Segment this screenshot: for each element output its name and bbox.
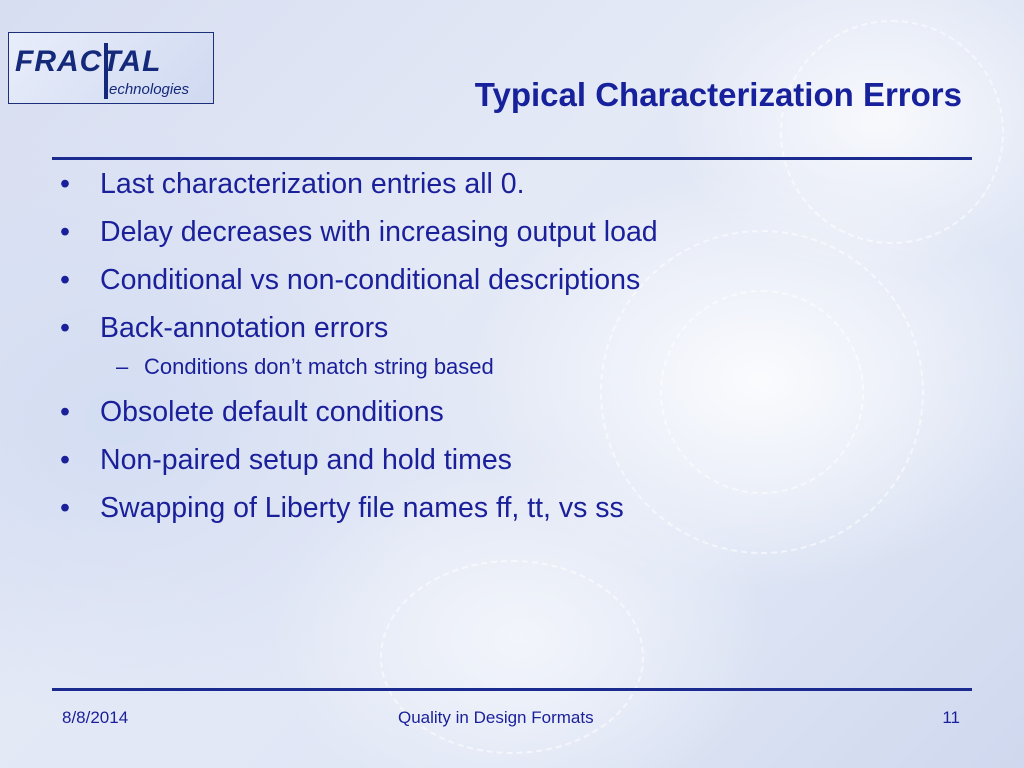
footer-date: 8/8/2014 [62,708,129,727]
bullet-text: Delay decreases with increasing output load [100,216,658,248]
bullet-item [56,168,956,200]
company-logo [8,32,214,104]
bullet-text: Last characterization entries all 0. [100,168,525,200]
bullet-mark: • [60,312,70,344]
bullet-item [56,264,956,296]
bullet-text: Back-annotation errors [100,312,389,344]
footer-divider [52,688,972,691]
bullet-text: Obsolete default conditions [100,396,444,428]
bullet-text: Swapping of Liberty file names ff, tt, vs ss [100,492,624,524]
bullet-item [56,216,956,248]
bullet-item [56,444,956,476]
bullet-list [56,168,956,540]
bullet-mark: • [60,396,70,428]
bullet-text: Non-paired setup and hold times [100,444,512,476]
logo-word: FRACTAL [15,45,162,78]
slide-title: Typical Characterization Errors [474,76,962,113]
page-number: 11 [942,708,960,727]
bullet-mark: • [60,216,70,248]
bullet-mark: • [60,444,70,476]
sub-bullet-text: Conditions don’t match string based [144,354,494,379]
sub-bullet-item [56,354,956,380]
bullet-mark: • [60,492,70,524]
bullet-mark: • [60,264,70,296]
title-divider [52,157,972,160]
logo-subtitle: echnologies [109,81,190,98]
sub-bullet-mark: – [116,354,129,379]
bullet-item [56,312,956,344]
bullet-item [56,492,956,524]
bullet-text: Conditional vs non-conditional descriptions [100,264,641,296]
bullet-item [56,396,956,428]
footer-title: Quality in Design Formats [398,708,594,727]
bullet-mark: • [60,168,70,200]
